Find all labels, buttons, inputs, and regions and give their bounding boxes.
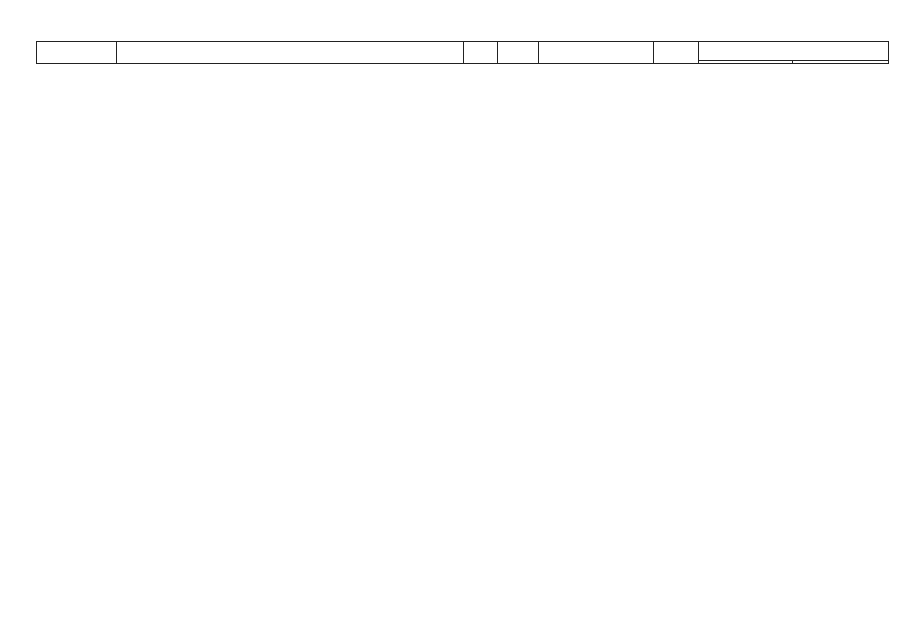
- header-csr: [539, 42, 654, 64]
- header-pr: [498, 42, 539, 64]
- budget-table: [36, 41, 889, 64]
- header-rz: [464, 42, 498, 64]
- header-total: [699, 61, 793, 64]
- header-vr: [654, 42, 699, 64]
- header-name: [117, 42, 464, 64]
- header-code: [37, 42, 117, 64]
- header-sum: [699, 42, 889, 61]
- header-gratuitous: [793, 61, 889, 64]
- table-header: [37, 42, 889, 64]
